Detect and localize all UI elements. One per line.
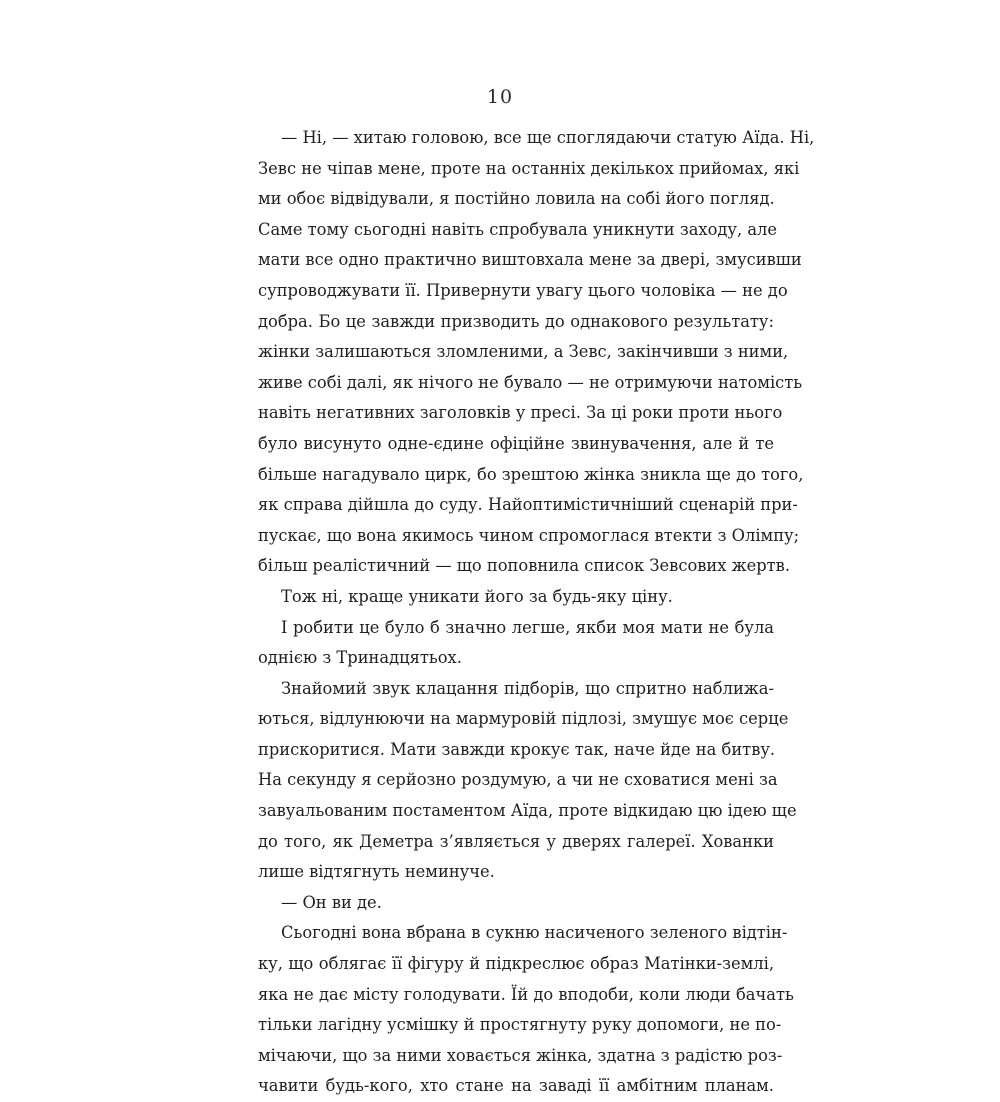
text-line: прискоритися. Мати завжди крокує так, наче йде на битву. [258,739,776,759]
body-text [258,123,815,1102]
text-line: жінки залишаються зломленими, а Зевс, закінчивши з ними, [258,342,789,362]
text-line: На секунду я серйозно роздумую, а чи не сховатися мені за [258,770,778,790]
text-line: мати все одно практично виштовхала мене за двері, змусивши [258,250,802,270]
text-line: Тож ні, краще уникати його за будь-яку ціну. [281,586,673,606]
text-line: — Он ви де. [281,892,382,912]
text-line: Зевс не чіпав мене, проте на останніх декількох прийомах, які [258,158,800,178]
text-line: більше нагадувало цирк, бо зрештою жінка зникла ще до того, [258,464,804,484]
text-line: завуальованим постаментом Аїда, проте відкидаю цю ідею ще [258,801,797,821]
paragraph [258,918,794,1102]
paragraph [258,674,797,888]
paragraph [258,888,774,919]
text-line: Саме тому сьогодні навіть спробувала уникнути заходу, але [258,219,778,239]
paragraph [258,613,774,674]
text-line: навіть негативних заголовків у пресі. За ці роки проти нього [258,403,783,423]
page-number: 10 [486,86,514,108]
paragraph [258,123,815,582]
text-line: більш реалістичний — що поповнила список Зевсових жертв. [258,556,791,576]
text-line: ми обоє відвідували, я постійно ловила на собі його погляд. [258,189,775,209]
text-line: Знайомий звук клацання підборів, що спритно наближа- [281,678,774,698]
text-line: добра. Бо це завжди призводить до однакового результату: [258,311,774,331]
text-line: ку, що облягає її фігуру й підкреслює образ Матінки-землі, [258,954,774,974]
text-line: Сьогодні вона вбрана в сукню насиченого зеленого відтін- [281,923,788,943]
text-line: мічаючи, що за ними ховається жінка, здатна з радістю роз- [258,1045,783,1065]
text-line: пускає, що вона якимось чином спромоглася втекти з Олімпу; [258,525,800,545]
text-line: лише відтягнуть неминуче. [258,862,495,882]
paragraph [258,582,774,613]
text-line: як справа дійшла до суду. Найоптимістичніший сценарій при- [258,495,798,515]
text-line: яка не дає місту голодувати. Їй до вподоби, коли люди бачать [258,984,794,1004]
text-line: чавити будь-кого, хто стане на заваді її амбітним планам. [258,1076,774,1096]
text-line: супроводжувати її. Привернути увагу цього чоловіка — не до [258,280,788,300]
text-line: було висунуто одне-єдине офіційне звинувачення, але й те [258,433,774,453]
text-line: живе собі далі, як нічого не бувало — не отримуючи натомість [258,372,803,392]
text-line: до того, як Деметра з’являється у дверях галереї. Хованки [258,831,774,851]
text-line: І робити це було б значно легше, якби моя мати не була [281,617,774,637]
text-line: однією з Тринадцятьох. [258,648,462,668]
text-line: тільки лагідну усмішку й простягнуту руку допомоги, не по- [258,1015,782,1035]
text-line: — Ні, — хитаю головою, все ще споглядаючи статую Аїда. Ні, [281,128,815,147]
text-line: ються, відлунюючи на мармуровій підлозі, змушує моє серце [258,709,789,729]
